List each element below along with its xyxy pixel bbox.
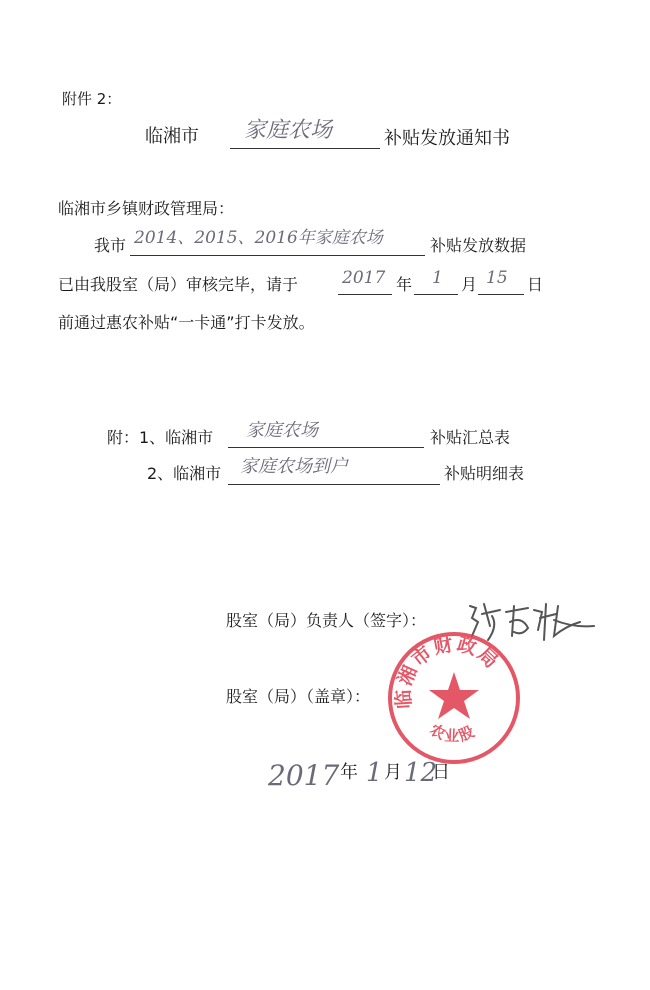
date-month-label: 月 xyxy=(384,762,402,783)
date-year-handwritten: 2017 xyxy=(268,759,340,792)
day-handwritten: 15 xyxy=(486,268,508,288)
body-p2-start: 已由我股室（局）审核完毕，请于 xyxy=(58,275,299,294)
attachment-item2-handwritten: 家庭农场到户 xyxy=(240,456,348,477)
day-label: 日 xyxy=(527,275,544,294)
date-year-label: 年 xyxy=(340,762,358,783)
svg-text:农业股: 农业股 xyxy=(426,720,479,746)
month-handwritten: 1 xyxy=(432,268,443,288)
body-p3: 前通过惠农补贴“一卡通”打卡发放。 xyxy=(58,313,315,332)
year-handwritten: 2017 xyxy=(342,268,386,288)
attachment-item2-prefix: 2、临湘市 xyxy=(147,464,222,483)
heading-handwritten-program: 家庭农场 xyxy=(244,118,333,143)
addressee: 临湘市乡镇财政管理局： xyxy=(58,199,235,218)
attachment-item1-suffix: 补贴汇总表 xyxy=(430,428,511,447)
body-p1-handwritten: 2014、2015、2016年家庭农场 xyxy=(134,228,383,248)
svg-text:临湘市财政局: 临湘市财政局 xyxy=(392,633,504,710)
body-p1-start: 我市 xyxy=(94,236,127,255)
year-label: 年 xyxy=(396,275,413,294)
attachment-item1-handwritten: 家庭农场 xyxy=(246,420,318,441)
heading-prefix: 临湘市 xyxy=(145,126,199,147)
heading-suffix: 补贴发放通知书 xyxy=(384,128,510,149)
attachment-item2-suffix: 补贴明细表 xyxy=(444,464,525,483)
date-day-handwritten: 12 xyxy=(404,758,438,788)
official-seal-stamp xyxy=(384,628,524,768)
attachment-label: 附件 2： xyxy=(62,90,122,108)
date-month-handwritten: 1 xyxy=(366,758,383,788)
date-day-label: 日 xyxy=(432,762,450,783)
body-p1-end: 补贴发放数据 xyxy=(430,236,527,255)
responsible-label: 股室（局）负责人（签字）： xyxy=(226,611,427,630)
seal-label: 股室（局）（盖章）： xyxy=(226,687,371,706)
month-label: 月 xyxy=(461,275,478,294)
attachment-item1-prefix: 附：1、临湘市 xyxy=(107,428,214,447)
